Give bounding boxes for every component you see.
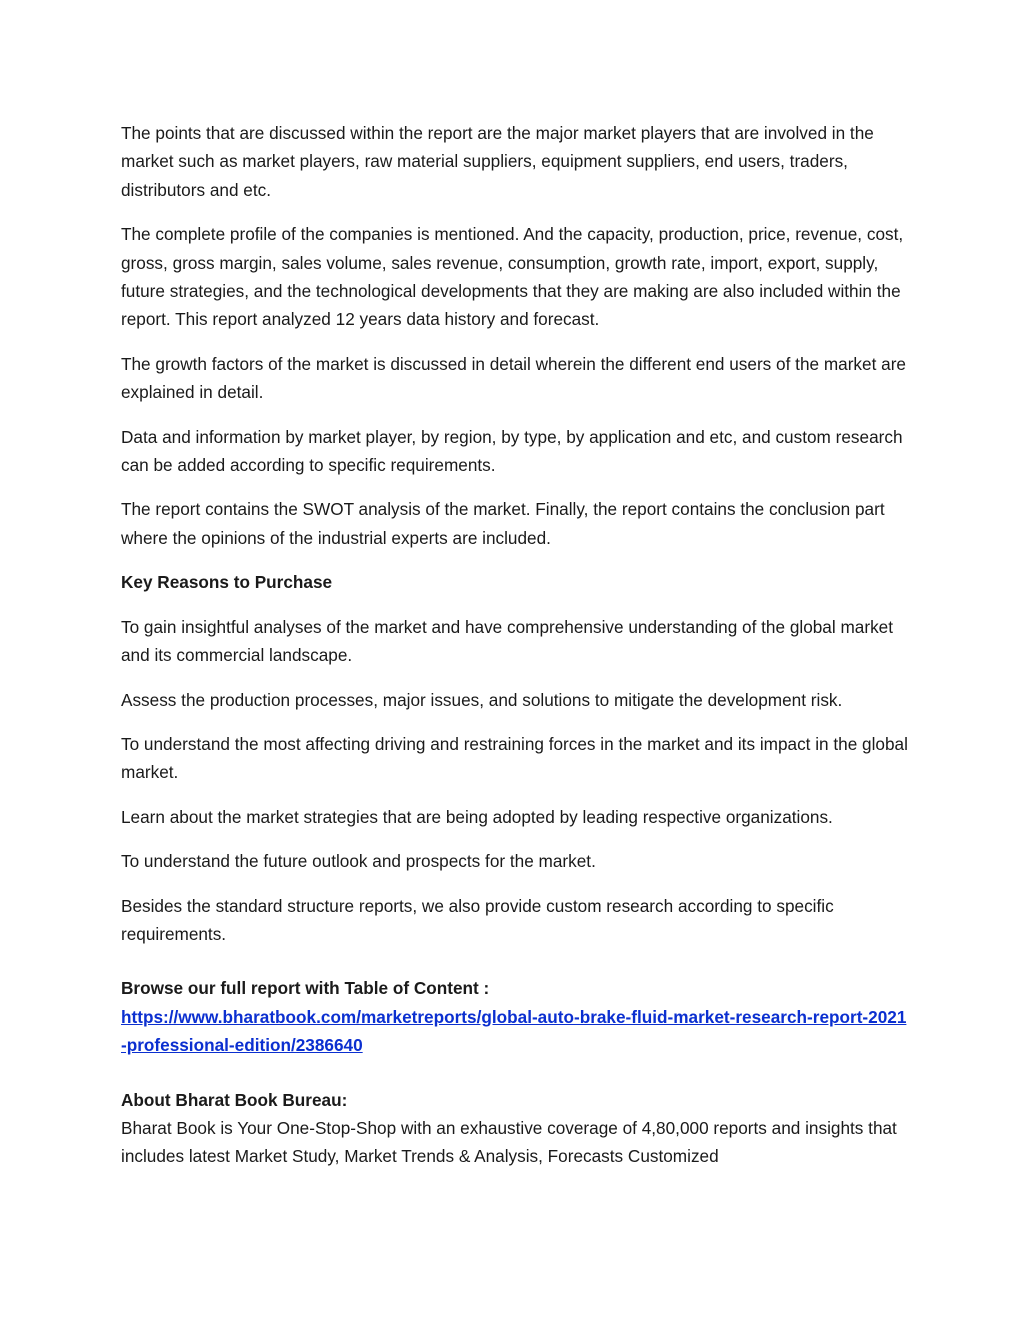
about-text: Bharat Book is Your One-Stop-Shop with an exhaustive coverage of 4,80,000 reports and insights that includes latest Market Study, Market Trends & Analysis, Forecasts Customized [121, 1117, 897, 1167]
key-reason-item: Assess the production processes, major issues, and solutions to mitigate the development risk. [121, 689, 843, 710]
paragraph-market-players: The points that are discussed within the report are the major market players that are involved in the market such as market players, raw material suppliers, equipment suppliers, end users, traders, distributors and etc. [121, 123, 874, 200]
about-block [121, 1086, 911, 1171]
browse-report-block [121, 974, 911, 1059]
key-reasons-heading: Key Reasons to Purchase [121, 572, 333, 593]
key-reason-item: Learn about the market strategies that are being adopted by leading respective organizations. [121, 806, 833, 827]
key-reason-item: To understand the most affecting driving and restraining forces in the market and its impact in the global market. [121, 733, 908, 783]
paragraph-swot-analysis: The report contains the SWOT analysis of the market. Finally, the report contains the conclusion part where the opinions of the industrial experts are included. [121, 499, 885, 548]
document-page [121, 119, 911, 1187]
paragraph-growth-factors: The growth factors of the market is discussed in detail wherein the different end users of the market are explained in detail. [121, 353, 906, 403]
key-reason-item: To gain insightful analyses of the market and have comprehensive understanding of the global market and its commercial landscape. [121, 616, 893, 666]
key-reason-item: Besides the standard structure reports, we also provide custom research according to specific requirements. [121, 895, 834, 944]
paragraph-company-profile: The complete profile of the companies is mentioned. And the capacity, production, price, revenue, cost, gross, gross margin, sales volume, sales revenue, consumption, growth rate, import, export, supply, future strategies, and the technological developments that they are making are also included within the report. This report analyzed 12 years data history and forecast. [121, 224, 904, 330]
about-heading: About Bharat Book Bureau: [121, 1089, 348, 1110]
key-reason-item: To understand the future outlook and prospects for the market. [121, 851, 596, 872]
paragraph-data-information: Data and information by market player, by region, by type, by application and etc, and custom research can be added according to specific requirements. [121, 426, 903, 476]
report-link[interactable]: https://www.bharatbook.com/marketreports/global-auto-brake-fluid-market-research-report-2021-professional-edition/2386640 [121, 1006, 907, 1056]
browse-report-heading: Browse our full report with Table of Content : [121, 978, 490, 999]
